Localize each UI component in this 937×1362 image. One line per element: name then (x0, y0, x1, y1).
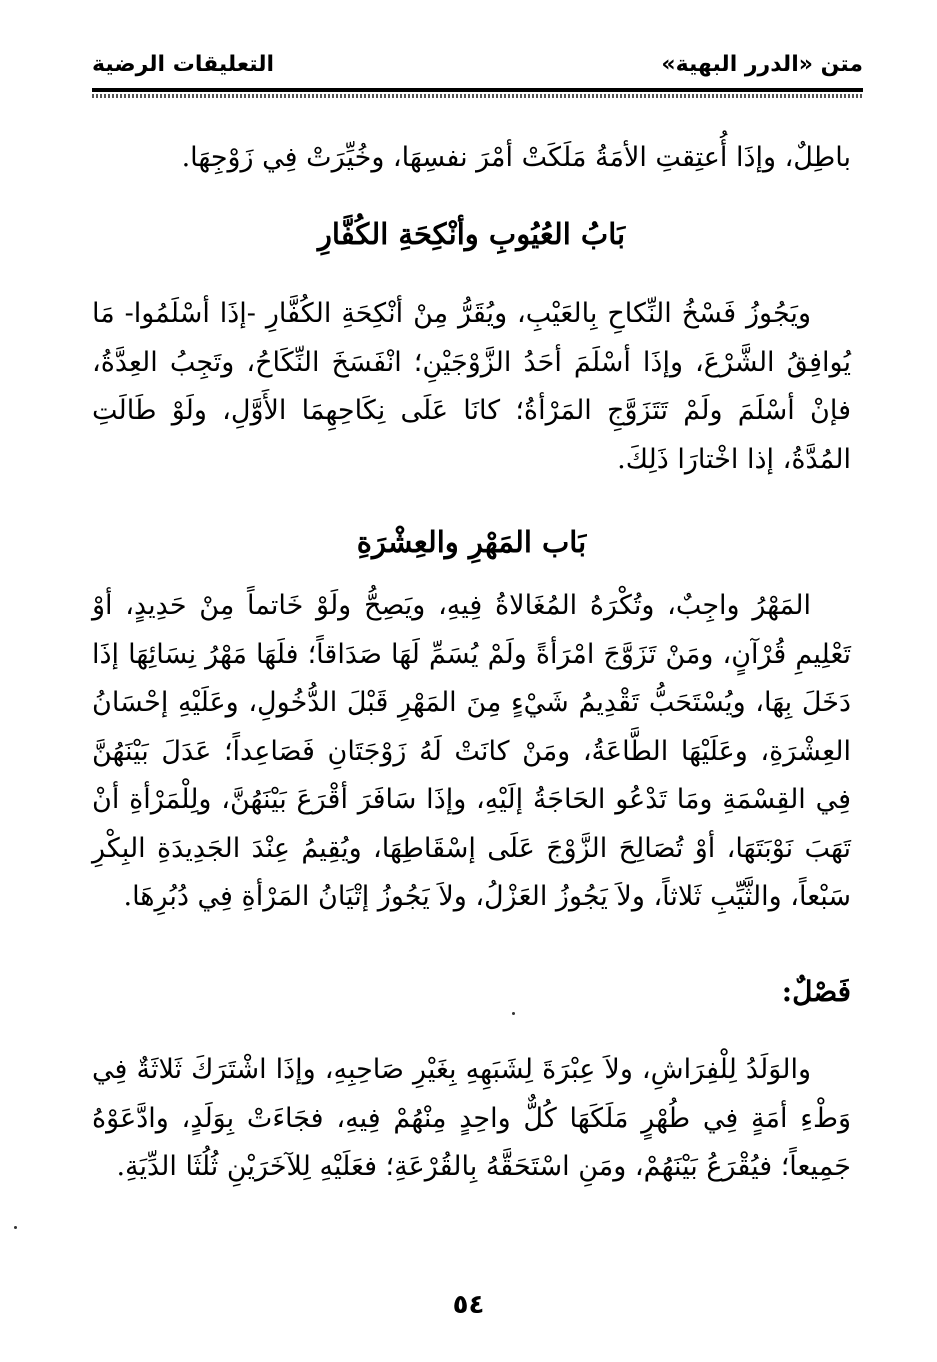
header-book-title: متن «الدرر البهية» (661, 52, 863, 77)
paragraph-continuation: باطِلٌ، وإذَا أُعتِقتِ الأمَةُ مَلَكَتْ أمْرَ نفسِهَا، وخُيِّرَتْ فِي زَوْجِهَا. (181, 142, 851, 173)
page-number: ٥٤ (452, 1290, 485, 1320)
section-label-fasl: فَصْلٌ: (781, 975, 851, 1008)
scan-speck (14, 1226, 17, 1229)
header-dotted-rule (92, 94, 863, 98)
scan-speck (512, 1012, 515, 1015)
header-commentary-title: التعليقات الرضية (92, 52, 275, 77)
running-header (92, 48, 863, 88)
paragraph-defects: ويَجُوزُ فَسْخُ النِّكاحِ بِالعَيْبِ، ويُقَرُّ مِنْ أنْكِحَةِ الكُفَّارِ -إذَا أسْلَمُوا- مَا يُوافِقُ الشَّرْعَ، وإذَا أسْلَمَ أحَدُ الزَّوْجَيْنِ؛ انْفَسَخَ النِّكَاحُ، وتَجِبُ العِدَّةُ، فإنْ أسْلَمَ ولَمْ تَتَزَوَّجِ المَرْأةُ؛ كانَا عَلَى نِكَاحِهِمَا الأَوَّلِ، ولَوْ طَالَتِ المُدَّةُ، إذا اخْتارَا ذَلِكَ. (92, 298, 851, 475)
chapter-heading-defects-and-marriages-of-disbelievers: بَابُ العُيُوبِ وأنْكِحَةِ الكُفَّارِ (317, 217, 626, 251)
paragraph-dowry: المَهْرُ واجِبٌ، وتُكْرَهُ المُغَالاةُ فِيهِ، ويَصِحُّ ولَوْ خَاتماً مِنْ حَدِيدٍ، أوْ تَعْلِيمِ قُرْآنٍ، ومَنْ تَزَوَّجَ امْرَأةً ولَمْ يُسَمِّ لَهَا صَدَاقاً؛ فلَهَا مَهْرُ نِسَائِهَا إذَا دَخَلَ بِهَا، ويُسْتَحَبُّ تَقْدِيمُ شَيْءٍ مِنَ المَهْرِ قَبْلَ الدُّخُولِ، وعَلَيْهِ إحْسَانُ العِشْرَةِ، وعَلَيْهَا الطَّاعَةُ، ومَنْ كانَتْ لَهُ زَوْجَتَانِ فَصَاعِداً؛ عَدَلَ بَيْنَهُنَّ فِي القِسْمَةِ ومَا تَدْعُو الحَاجَةُ إلَيْهِ، وإذَا سَافَرَ أقْرَعَ بَيْنَهُنَّ، ولِلْمَرْأةِ أنْ تَهَبَ نَوْبَتَهَا، أوْ تُصَالِحَ الزَّوْجَ عَلَى إسْقَاطِهَا، ويُقِيمُ عِنْدَ الجَدِيدَةِ البِكْرِ سَبْعاً، والثَّيِّبِ ثَلاثاً، ولاَ يَجُوزُ العَزْلُ، ولاَ يَجُوزُ إتْيَانُ المَرْأةِ فِي دُبُرِهَا. (92, 590, 851, 912)
chapter-heading-dowry-and-cohabitation: بَاب المَهْرِ والعِشْرَةِ (356, 525, 587, 559)
paragraph-lineage: والوَلَدُ لِلْفِرَاشِ، ولاَ عِبْرَةَ لِشَبَهِهِ بِغَيْرِ صَاحِبِهِ، وإذَا اشْتَرَكَ ثَلاثَةٌ فِي وَطْءِ أمَةٍ فِي طُهْرٍ مَلَكَهَا كُلٌّ واحِدٍ مِنْهُمْ فِيهِ، فجَاءَتْ بِوَلَدٍ، وادَّعَوْهُ جَمِيعاً؛ فيُقْرَعُ بَيْنَهُمْ، ومَنِ اسْتَحَقَّهُ بِالقُرْعَةِ؛ فعَلَيْهِ لِلآخَرَيْنِ ثُلُثَا الدِّيَةِ. (92, 1054, 851, 1182)
header-rule (92, 88, 863, 92)
